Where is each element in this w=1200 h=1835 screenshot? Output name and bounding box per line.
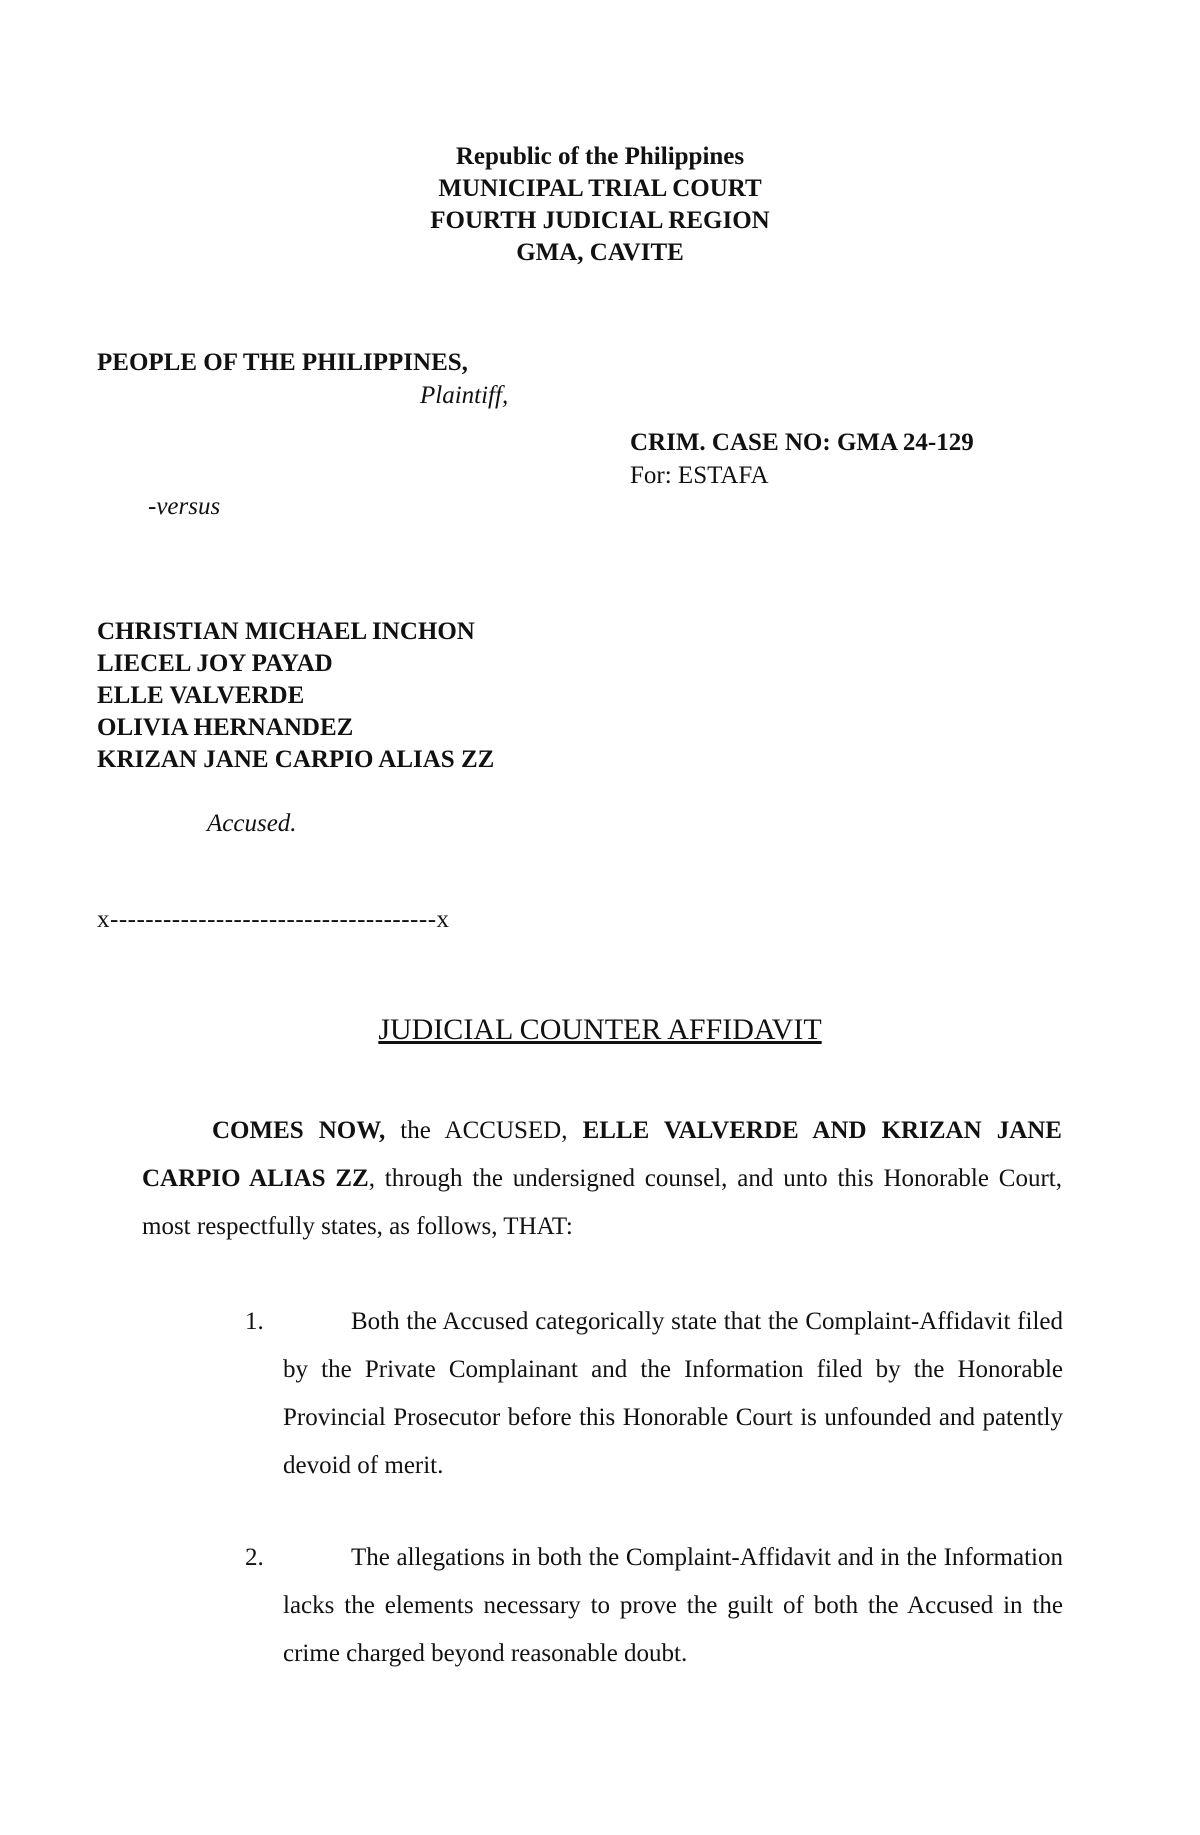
intro-pre: the ACCUSED, xyxy=(385,1117,583,1144)
caption-divider: x-------------------------------------x xyxy=(97,906,450,933)
accused-name: LIECEL JOY PAYAD xyxy=(97,650,333,677)
item-number: 2. xyxy=(245,1544,264,1571)
accused-name: CHRISTIAN MICHAEL INCHON xyxy=(97,618,475,645)
accused-name: OLIVIA HERNANDEZ xyxy=(97,714,354,741)
accused-role: Accused. xyxy=(207,810,297,837)
case-offense: For: ESTAFA xyxy=(630,462,769,489)
case-number: CRIM. CASE NO: GMA 24-129 xyxy=(630,429,974,456)
item-text: The allegations in both the Complaint-Affidavit and in the Information lacks the elements necessary to prove the guilt of both the Accused in the crime charged beyond reasonable doubt. xyxy=(283,1544,1063,1667)
accused-name: ELLE VALVERDE xyxy=(97,682,305,709)
caption-region: FOURTH JUDICIAL REGION xyxy=(430,207,770,234)
caption-republic: Republic of the Philippines xyxy=(455,143,745,170)
intro-paragraph xyxy=(142,1107,1062,1251)
item-number: 1. xyxy=(245,1308,264,1335)
versus-label: -versus xyxy=(148,493,221,520)
item-text: Both the Accused categorically state that the Complaint-Affidavit filed by the Private Complainant and the Information filed by the Honorable Provincial Prosecutor before this Honorable Court is unfounded and patently devoid of merit. xyxy=(283,1308,1063,1479)
accused-name: KRIZAN JANE CARPIO ALIAS ZZ xyxy=(97,746,495,773)
plaintiff-role: Plaintiff, xyxy=(420,382,509,409)
caption-location: GMA, CAVITE xyxy=(516,239,684,266)
intro-lead: COMES NOW, xyxy=(212,1117,386,1144)
caption-court: MUNICIPAL TRIAL COURT xyxy=(438,175,762,202)
document-title: JUDICIAL COUNTER AFFIDAVIT xyxy=(378,1013,822,1046)
intro-accused-names: ELLE VALVERDE AND KRIZAN JANE CARPIO ALIAS ZZ xyxy=(142,1117,1062,1192)
plaintiff-name: PEOPLE OF THE PHILIPPINES, xyxy=(97,349,468,376)
intro-post: , through the undersigned counsel, and unto this Honorable Court, most respectfully states, as follows, THAT: xyxy=(142,1165,1063,1240)
